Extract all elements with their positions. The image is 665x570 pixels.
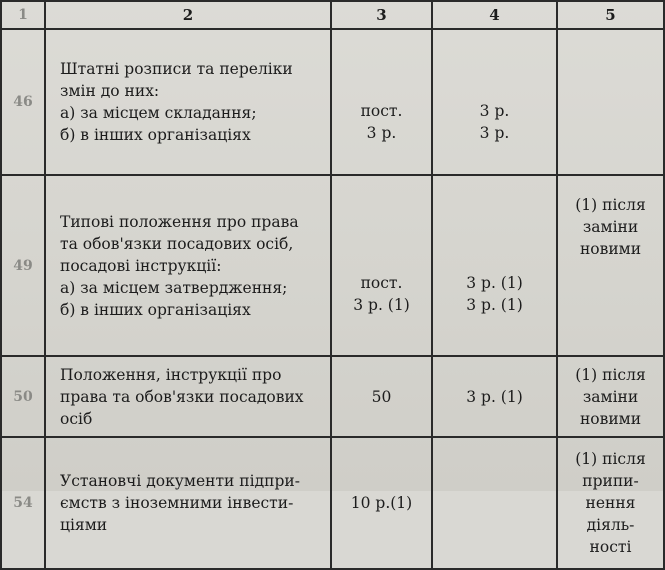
note-line: заміни <box>582 387 639 406</box>
description-line: Положення, інструкції про <box>60 365 282 384</box>
description-line: посадові інструкції: <box>60 256 222 275</box>
table-row <box>1 175 664 356</box>
notes-col5 <box>557 356 664 437</box>
description-line: Установчі документи підпри- <box>60 472 300 490</box>
value-line: 3 р. (1) <box>466 273 523 292</box>
notes-col5 <box>557 175 664 356</box>
value-line: 3 р. <box>366 124 397 142</box>
notes-col5 <box>557 29 664 175</box>
row-number: 50 <box>1 356 45 437</box>
note-line: припи- <box>582 472 639 490</box>
row-number: 54 <box>1 437 45 569</box>
note-line: нення <box>585 494 636 512</box>
header-cell-2: 2 <box>45 1 331 29</box>
description-line: права та обов'язки посадових <box>60 387 304 406</box>
value-line: 3 р. <box>479 124 510 142</box>
header-cell-1: 1 <box>1 1 45 29</box>
value-line: 3 р. (1) <box>466 295 523 314</box>
retention-col4 <box>432 175 557 356</box>
row-number: 49 <box>1 175 45 356</box>
value-line: 50 <box>371 387 392 406</box>
row-description <box>45 356 331 437</box>
header-cell-5: 5 <box>557 1 664 29</box>
description-line: Штатні розписи та переліки <box>60 60 293 78</box>
note-line: заміни <box>582 218 639 236</box>
value-line: 3 р. <box>479 102 510 120</box>
description-line: Типові положення про права <box>60 212 299 231</box>
retention-col3 <box>331 356 432 437</box>
description-line: а) за місцем складання; <box>60 104 257 122</box>
notes-col5 <box>557 437 664 569</box>
header-cell-4: 4 <box>432 1 557 29</box>
value-line: 3 р. (1) <box>466 387 523 406</box>
table-header-row <box>1 1 664 29</box>
note-line: новими <box>579 240 642 258</box>
table-row <box>1 356 664 437</box>
retention-col4 <box>432 29 557 175</box>
note-line: ності <box>589 538 632 556</box>
note-line: (1) після <box>575 365 646 384</box>
retention-col3 <box>331 437 432 569</box>
description-line: ємств з іноземними інвести- <box>60 494 294 512</box>
row-description <box>45 175 331 356</box>
retention-col3 <box>331 29 432 175</box>
value-line: 10 р.(1) <box>350 494 413 512</box>
description-line: змін до них: <box>60 82 160 100</box>
description-line: б) в інших організаціях <box>60 126 251 144</box>
note-line: новими <box>579 409 642 428</box>
description-line: ціями <box>60 516 108 534</box>
row-description <box>45 437 331 569</box>
description-line: а) за місцем затвердження; <box>60 278 288 297</box>
note-line: (1) після <box>575 196 646 214</box>
row-number: 46 <box>1 29 45 175</box>
row-description <box>45 29 331 175</box>
table-row <box>1 29 664 175</box>
retention-col4 <box>432 356 557 437</box>
value-line: пост. <box>360 273 403 292</box>
note-line: (1) після <box>575 450 646 468</box>
table-row <box>1 437 664 569</box>
value-line: 3 р. (1) <box>353 295 410 314</box>
retention-col3 <box>331 175 432 356</box>
value-line: пост. <box>360 102 403 120</box>
description-line: осіб <box>60 409 93 428</box>
note-line: діяль- <box>586 516 635 534</box>
description-line: б) в інших організаціях <box>60 300 251 319</box>
description-line: та обов'язки посадових осіб, <box>60 234 294 253</box>
retention-col4 <box>432 437 557 569</box>
header-cell-3: 3 <box>331 1 432 29</box>
